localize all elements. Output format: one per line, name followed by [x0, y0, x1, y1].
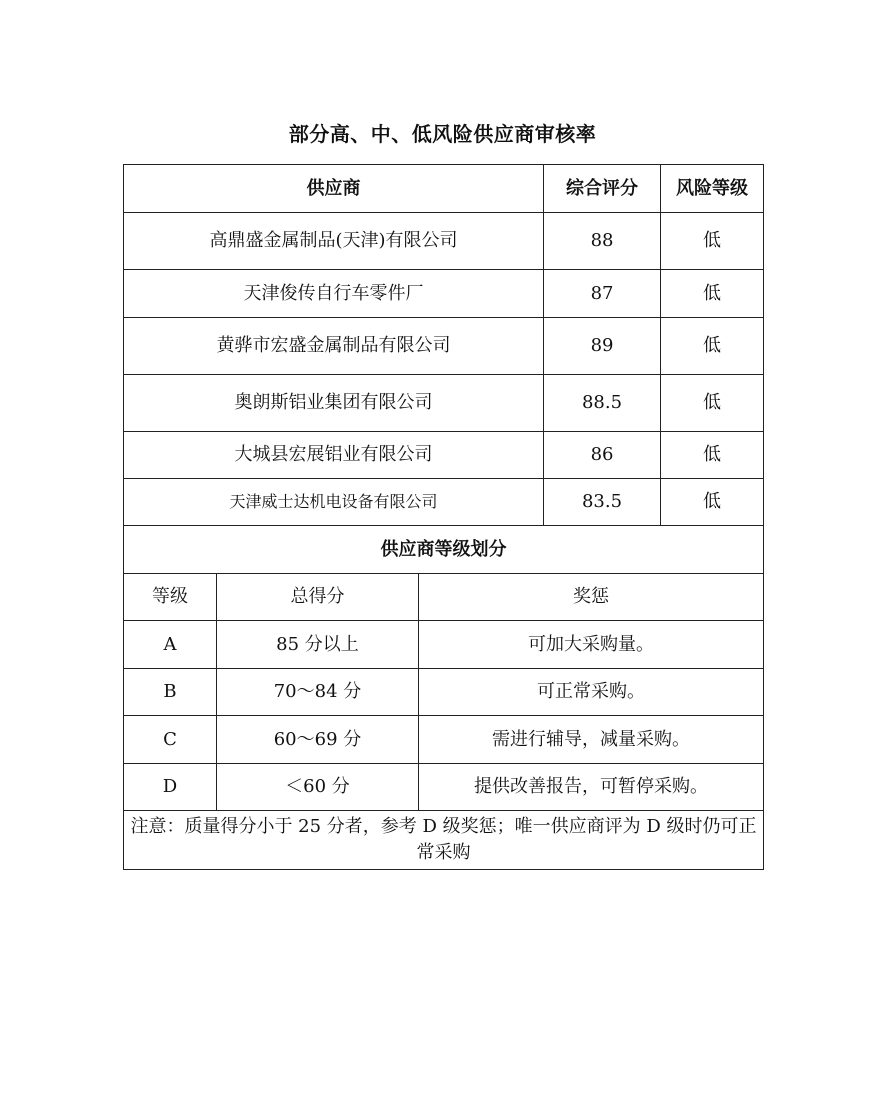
- grade-score-range: 85 分以上: [217, 621, 419, 669]
- grade-section-row: [124, 526, 764, 574]
- page-title: 部分高、中、低风险供应商审核率: [288, 122, 597, 146]
- supplier-header-row: [124, 165, 764, 213]
- header-grade: 等级: [124, 574, 217, 621]
- grade-section-title: 供应商等级划分: [124, 526, 764, 574]
- supplier-row: [124, 270, 764, 318]
- supplier-risk: 低: [661, 432, 764, 479]
- header-total-score: 总得分: [217, 574, 419, 621]
- supplier-score: 86: [544, 432, 661, 479]
- supplier-row: [124, 318, 764, 375]
- grade-action: 可正常采购。: [419, 669, 764, 716]
- grade-row: [124, 716, 764, 764]
- grade-action: 需进行辅导，减量采购。: [419, 716, 764, 764]
- supplier-score: 89: [544, 318, 661, 375]
- supplier-name: 奥朗斯铝业集团有限公司: [124, 375, 544, 432]
- grade-score-range: ＜60 分: [217, 764, 419, 811]
- supplier-risk: 低: [661, 270, 764, 318]
- supplier-name: 黄骅市宏盛金属制品有限公司: [124, 318, 544, 375]
- grade-score-range: 70～84 分: [217, 669, 419, 716]
- grade-note: 注意：质量得分小于 25 分者，参考 D 级奖惩；唯一供应商评为 D 级时仍可正常采购: [124, 811, 764, 870]
- grade-action: 可加大采购量。: [419, 621, 764, 669]
- grade-row: [124, 669, 764, 716]
- supplier-name: 天津威士达机电设备有限公司: [124, 479, 544, 526]
- header-reward-penalty: 奖惩: [419, 574, 764, 621]
- grade-row: [124, 621, 764, 669]
- supplier-risk: 低: [661, 479, 764, 526]
- supplier-score: 88: [544, 213, 661, 270]
- note-row: [124, 811, 764, 870]
- supplier-name: 天津俊传自行车零件厂: [124, 270, 544, 318]
- supplier-risk: 低: [661, 375, 764, 432]
- supplier-row: [124, 479, 764, 526]
- grade-letter: A: [124, 621, 217, 669]
- supplier-name: 高鼎盛金属制品(天津)有限公司: [124, 213, 544, 270]
- supplier-audit-table: [123, 164, 764, 870]
- header-risk: 风险等级: [661, 165, 764, 213]
- grade-letter: D: [124, 764, 217, 811]
- supplier-risk: 低: [661, 213, 764, 270]
- supplier-score: 88.5: [544, 375, 661, 432]
- grade-letter: B: [124, 669, 217, 716]
- supplier-row: [124, 432, 764, 479]
- supplier-score: 83.5: [544, 479, 661, 526]
- grade-score-range: 60～69 分: [217, 716, 419, 764]
- grade-action: 提供改善报告，可暂停采购。: [419, 764, 764, 811]
- supplier-name: 大城县宏展铝业有限公司: [124, 432, 544, 479]
- supplier-row: [124, 375, 764, 432]
- header-supplier: 供应商: [124, 165, 544, 213]
- supplier-risk: 低: [661, 318, 764, 375]
- grade-row: [124, 764, 764, 811]
- header-score: 综合评分: [544, 165, 661, 213]
- grade-letter: C: [124, 716, 217, 764]
- supplier-row: [124, 213, 764, 270]
- grade-header-row: [124, 574, 764, 621]
- supplier-score: 87: [544, 270, 661, 318]
